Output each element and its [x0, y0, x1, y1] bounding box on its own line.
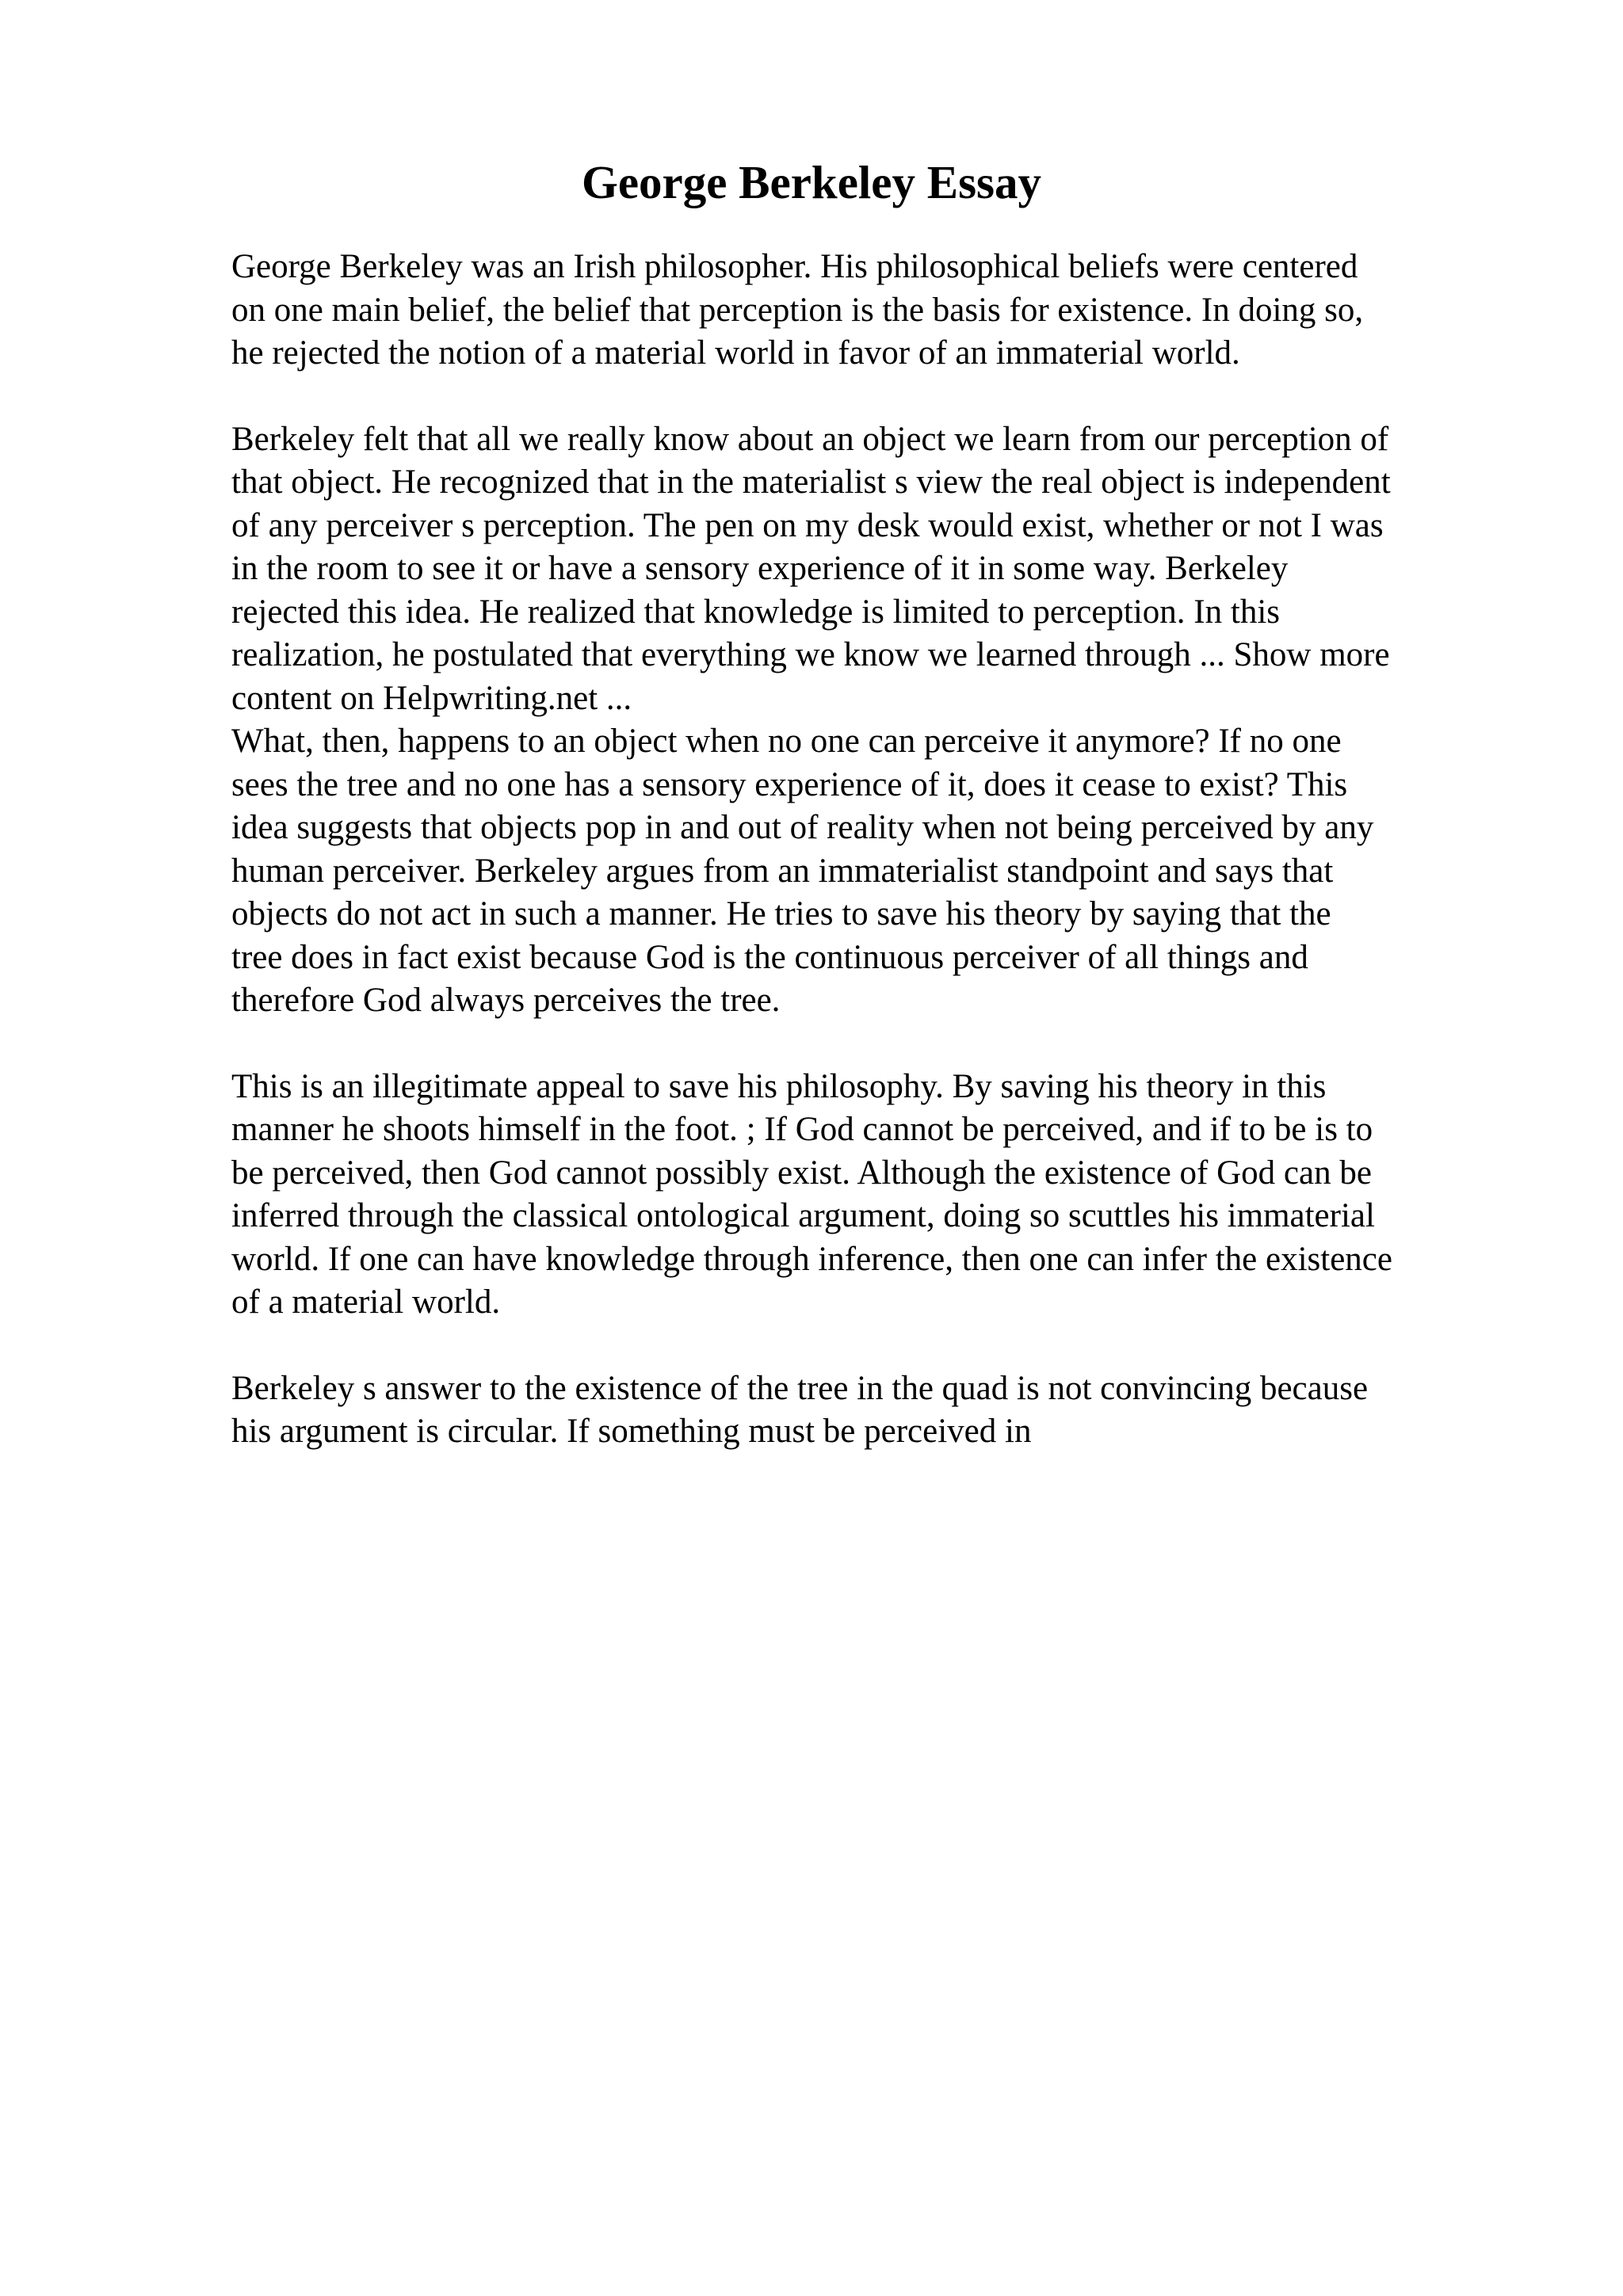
paragraph-1	[231, 246, 1499, 376]
paragraph-2	[231, 418, 1499, 721]
text-line: This is an illegitimate appeal to save his philosophy. By saving his theory in this	[231, 1067, 1327, 1105]
text-line: George Berkeley was an Irish philosopher. His philosophical beliefs were centered	[231, 248, 1358, 285]
text-line: human perceiver. Berkeley argues from an immaterialist standpoint and says that	[231, 852, 1334, 890]
document-title: George Berkeley Essay	[581, 156, 1042, 208]
text-line: rejected this idea. He realized that knowledge is limited to perception. In this	[231, 593, 1281, 631]
text-line: manner he shoots himself in the foot. ; If God cannot be perceived, and if to be is to	[231, 1111, 1373, 1148]
text-line: of a material world.	[231, 1283, 501, 1321]
text-line: What, then, happens to an object when no one can perceive it anymore? If no one	[231, 723, 1342, 760]
text-line: of any perceiver s perception. The pen on my desk would exist, whether or not I was	[231, 506, 1384, 544]
text-line: idea suggests that objects pop in and out of reality when not being perceived by any	[231, 809, 1374, 846]
text-line: content on Helpwriting.net ...	[231, 679, 632, 717]
text-line: objects do not act in such a manner. He tries to save his theory by saying that the	[231, 895, 1331, 933]
paragraph-3	[231, 720, 1499, 1023]
text-line: realization, he postulated that everything we know we learned through ... Show more	[231, 636, 1390, 673]
text-line: his argument is circular. If something must be perceived in	[231, 1413, 1032, 1450]
text-line: be perceived, then God cannot possibly exist. Although the existence of God can be	[231, 1154, 1372, 1192]
paragraph-4	[231, 1066, 1499, 1325]
text-line: sees the tree and no one has a sensory experience of it, does it cease to exist? This	[231, 765, 1348, 803]
text-line: Berkeley s answer to the existence of the tree in the quad is not convincing because	[231, 1369, 1369, 1407]
document-body	[231, 246, 1499, 1497]
text-line: therefore God always perceives the tree.	[231, 982, 781, 1019]
text-line: Berkeley felt that all we really know about an object we learn from our perception of	[231, 420, 1389, 458]
text-line: he rejected the notion of a material world in favor of an immaterial world.	[231, 334, 1240, 372]
text-line: on one main belief, the belief that perception is the basis for existence. In doing so,	[231, 291, 1364, 329]
text-line: world. If one can have knowledge through inference, then one can infer the existence	[231, 1240, 1392, 1278]
text-line: that object. He recognized that in the materialist s view the real object is independent	[231, 463, 1391, 501]
paragraph-5	[231, 1367, 1499, 1454]
text-line: in the room to see it or have a sensory experience of it in some way. Berkeley	[231, 550, 1289, 587]
text-line: tree does in fact exist because God is the continuous perceiver of all things and	[231, 938, 1308, 976]
text-line: inferred through the classical ontological argument, doing so scuttles his immaterial	[231, 1197, 1375, 1234]
